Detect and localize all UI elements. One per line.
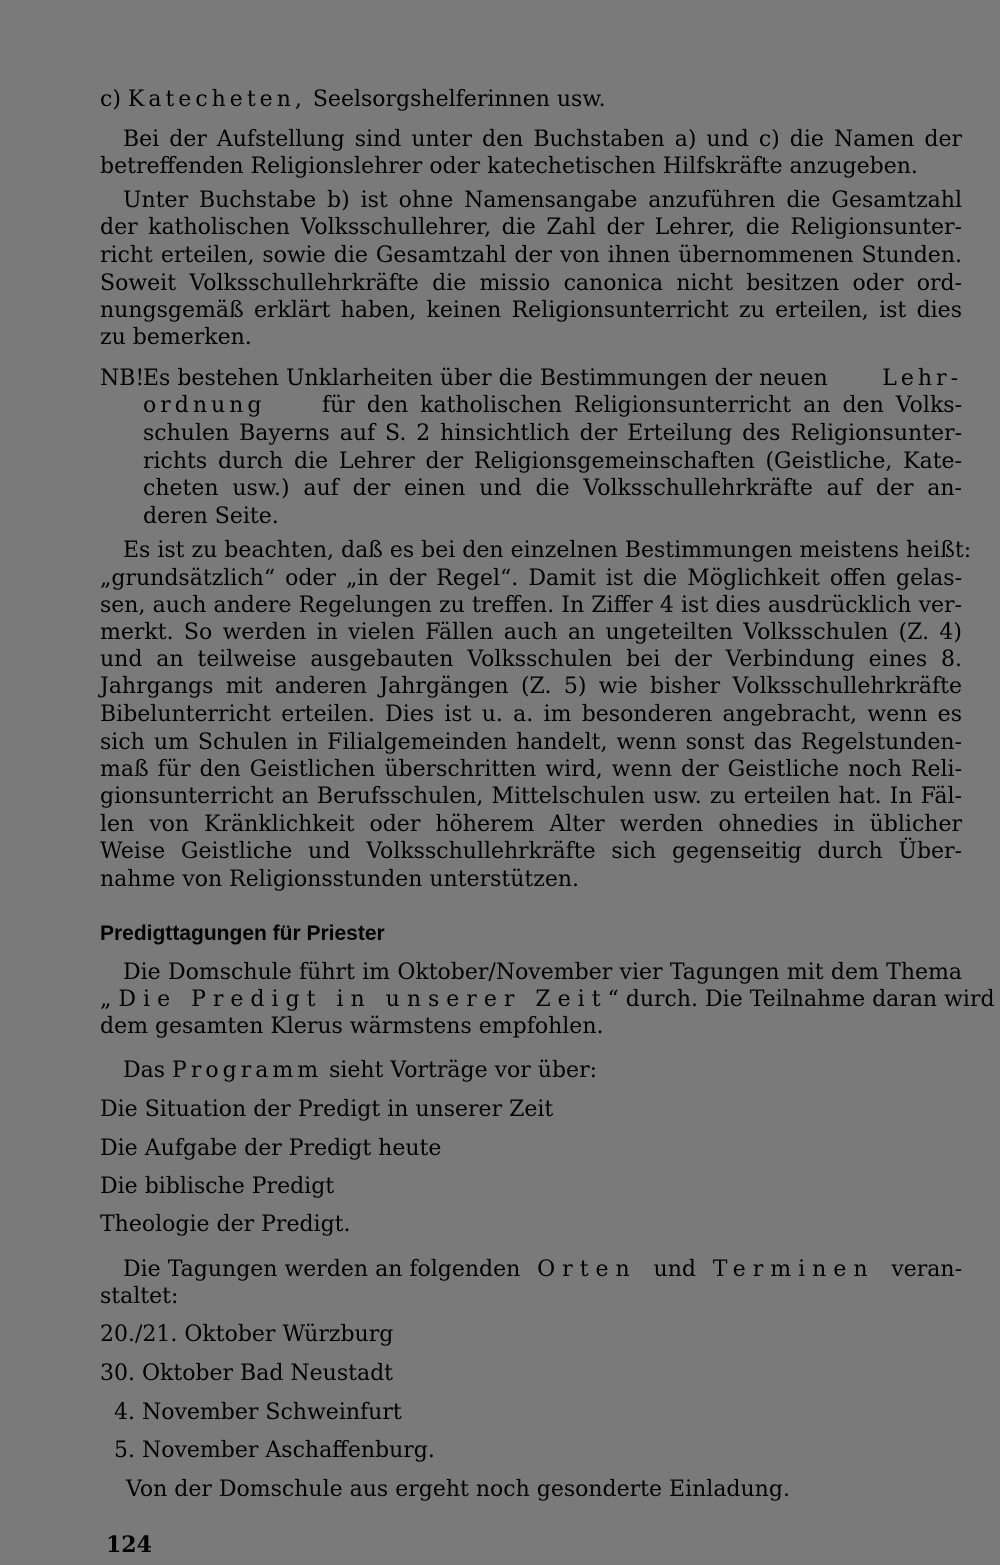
venue-date: 30. Oktober Bad Neustadt — [100, 1361, 394, 1386]
nb-line1-spaced: Lehr- — [882, 366, 962, 391]
nb-line: cheten usw.) auf der einen und die Volksschullehrkräfte auf der an- — [143, 476, 962, 501]
program-intro-a: Das — [123, 1058, 166, 1083]
section-c-term: Katecheten, — [127, 87, 306, 112]
paragraph2-line: Unter Buchstabe b) ist ohne Namensangabe anzuführen die Gesamtzahl — [123, 188, 962, 213]
paragraph3-line: nahme von Religionsstunden unterstützen. — [100, 867, 580, 892]
paragraph3-line: merkt. So werden in vielen Fällen auch an ungeteilten Volksschulen (Z. 4) — [100, 620, 962, 645]
paragraph1-line: Bei der Aufstellung sind unter den Buchstaben a) und c) die Namen der — [123, 127, 962, 152]
paragraph4-line: dem gesamten Klerus wärmstens empfohlen. — [100, 1014, 604, 1039]
venues-intro-e: veran- — [891, 1257, 962, 1282]
venue-date: 5. November Aschaffenburg. — [114, 1438, 435, 1463]
paragraph2-line: Soweit Volksschullehrkräfte die missio canonica nicht besitzen oder ord- — [100, 271, 962, 296]
program-intro-c: sieht Vorträge vor über: — [329, 1058, 597, 1083]
section-c-line — [100, 87, 962, 113]
paragraph3-line: sen, auch andere Regelungen zu treffen. In Ziffer 4 ist dies ausdrücklich ver- — [100, 593, 962, 618]
paragraph3-line: len von Kränklichkeit oder höherem Alter werden ohnedies in üblicher — [100, 812, 962, 837]
venues-intro-b: Orten — [537, 1257, 637, 1282]
paragraph1-line: betreffenden Religionslehrer oder katechetischen Hilfskräfte anzugeben. — [100, 154, 918, 179]
paragraph2-line: der katholischen Volksschullehrer, die Zahl der Lehrer, die Religionsunter- — [100, 215, 962, 240]
venue-date: 4. November Schweinfurt — [114, 1400, 402, 1425]
paragraph3-line: maß für den Geistlichen überschritten wird, wenn der Geistliche noch Reli- — [100, 757, 962, 782]
nb-line — [143, 366, 962, 392]
paragraph3-line: und an teilweise ausgebauten Volksschulen bei der Verbindung eines 8. — [100, 647, 962, 672]
paragraph4-theme: „Die Predigt in unserer Zeit“ — [100, 987, 626, 1012]
paragraph3-line: Weise Geistliche und Volksschullehrkräfte sich gegenseitig durch Über- — [100, 839, 962, 864]
paragraph4-line — [100, 987, 995, 1013]
paragraph3-line: Jahrgangs mit anderen Jahrgängen (Z. 5) wie bisher Volksschullehrkräfte — [100, 674, 962, 699]
program-topic: Die Situation der Predigt in unserer Zeit — [100, 1097, 554, 1122]
paragraph4-rest: durch. Die Teilnahme daran wird — [625, 987, 995, 1012]
page-number: 124 — [106, 1532, 152, 1558]
closing-line: Von der Domschule aus ergeht noch gesonderte Einladung. — [126, 1477, 790, 1502]
venues-intro-c: und — [653, 1257, 696, 1282]
paragraph2-line: richt erteilen, sowie die Gesamtzahl der von ihnen übernommenen Stunden. — [100, 243, 962, 268]
nb-line2-text: für den katholischen Religionsunterricht an den Volks- — [322, 393, 962, 418]
nb-line: deren Seite. — [143, 504, 279, 529]
section-heading: Predigttagungen für Priester — [100, 922, 385, 945]
paragraph3-line: Bibelunterricht erteilen. Dies ist u. a. im besonderen angebracht, wenn es — [100, 702, 962, 727]
program-topic: Die Aufgabe der Predigt heute — [100, 1136, 442, 1161]
nb-label: NB! — [100, 366, 145, 391]
section-c-label: c) — [100, 87, 121, 112]
program-intro — [123, 1058, 985, 1084]
paragraph2-line: nungsgemäß erklärt haben, keinen Religionsunterricht zu erteilen, ist dies — [100, 298, 962, 323]
venues-intro-line2: staltet: — [100, 1284, 179, 1309]
venue-date: 20./21. Oktober Würzburg — [100, 1322, 394, 1347]
paragraph3-line: Es ist zu beachten, daß es bei den einzelnen Bestimmungen meistens heißt: — [123, 538, 972, 563]
paragraph3-line: „grundsätzlich“ oder „in der Regel“. Damit ist die Möglichkeit offen gelas- — [100, 566, 962, 591]
paragraph3-line: sich um Schulen in Filialgemeinden handelt, wenn sonst das Regelstunden- — [100, 730, 962, 755]
venues-intro — [123, 1257, 962, 1283]
nb-line — [143, 393, 962, 419]
venues-intro-a: Die Tagungen werden an folgenden — [123, 1257, 521, 1282]
paragraph2-line: zu bemerken. — [100, 325, 252, 350]
nb-line2-spaced: ordnung — [143, 393, 266, 418]
venues-intro-d: Terminen — [712, 1257, 875, 1282]
paragraph3-line: gionsunterricht an Berufsschulen, Mittelschulen usw. zu erteilen hat. In Fäl- — [100, 784, 962, 809]
nb-line1-text: Es bestehen Unklarheiten über die Bestimmungen der neuen — [143, 366, 828, 391]
nb-line: richts durch die Lehrer der Religionsgemeinschaften (Geistliche, Kate- — [143, 449, 962, 474]
program-intro-b: Programm — [172, 1058, 323, 1083]
paragraph4-line: Die Domschule führt im Oktober/November vier Tagungen mit dem Thema — [123, 960, 962, 985]
nb-line: schulen Bayerns auf S. 2 hinsichtlich der Erteilung des Religionsunter- — [143, 421, 962, 446]
program-topic: Theologie der Predigt. — [100, 1212, 351, 1237]
section-c-rest: Seelsorgshelferinnen usw. — [312, 87, 606, 112]
program-topic: Die biblische Predigt — [100, 1174, 335, 1199]
